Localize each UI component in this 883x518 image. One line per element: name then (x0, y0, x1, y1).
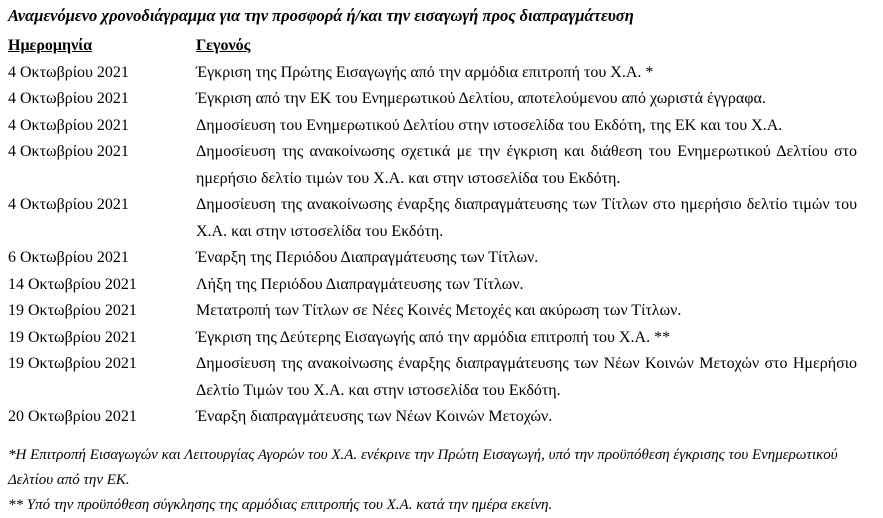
row-event: Μετατροπή των Τίτλων σε Νέες Κοινές Μετοχές και ακύρωση των Τίτλων. (196, 302, 682, 319)
timeline-table (8, 33, 857, 431)
row-event: Δημοσίευση του Ενημερωτικού Δελτίου στην ιστοσελίδα του Εκδότη, της ΕΚ και του Χ.Α. (196, 116, 783, 134)
footnote-second-listing: ** Υπό την προϋπόθεση σύγκλησης της αρμόδιας επιτροπής του Χ.Α. κατά την ημέρα εκείνη. (8, 496, 553, 513)
row-date: 6 Οκτωβρίου 2021 (8, 249, 129, 266)
footnote-first-listing: *Η Επιτροπή Εισαγωγών και Λειτουργίας Αγορών του Χ.Α. ενέκρινε την Πρώτη Εισαγωγή, υπό την προϋπόθεση έγκρισης του Ενημερωτικού Δελτίου από την ΕΚ. (8, 446, 838, 488)
row-event: Έναρξη της Περιόδου Διαπραγμάτευσης των Τίτλων. (196, 249, 539, 266)
footnotes (8, 443, 857, 518)
column-header-event (196, 33, 857, 60)
row-event: Έγκριση της Δεύτερης Εισαγωγής από την αρμόδια επιτροπή του Χ.Α. ** (196, 328, 671, 346)
row-date: 20 Οκτωβρίου 2021 (8, 408, 137, 425)
row-event: Έγκριση από την ΕΚ του Ενημερωτικού Δελτίου, αποτελούμενου από χωριστά έγγραφα. (196, 90, 766, 107)
row-date: 19 Οκτωβρίου 2021 (8, 355, 137, 372)
row-event: Δημοσίευση της ανακοίνωσης έναρξης διαπραγμάτευσης των Τίτλων στο ημερήσιο δελτίο τιμών του Χ.Α. και στην ιστοσελίδα του Εκδότη. (196, 196, 857, 240)
row-event: Έναρξη διαπραγμάτευσης των Νέων Κοινών Μετοχών. (196, 408, 553, 425)
row-event: Λήξη της Περιόδου Διαπραγμάτευσης των Τίτλων. (196, 275, 524, 293)
row-event: Δημοσίευση της ανακοίνωσης σχετικά με την έγκριση και διάθεση του Ενημερωτικού Δελτίου στο ημερήσιο δελτίο τιμών του Χ.Α. και στην ιστοσελίδα του Εκδότη. (196, 143, 857, 187)
row-event: Έγκριση της Πρώτης Εισαγωγής από την αρμόδια επιτροπή του Χ.Α. * (196, 63, 654, 81)
row-date: 4 Οκτωβρίου 2021 (8, 196, 129, 213)
row-date: 4 Οκτωβρίου 2021 (8, 63, 129, 81)
row-date: 4 Οκτωβρίου 2021 (8, 143, 129, 160)
column-header-event-label: Γεγονός (196, 37, 251, 54)
row-date: 19 Οκτωβρίου 2021 (8, 328, 137, 346)
row-date: 4 Οκτωβρίου 2021 (8, 90, 129, 107)
column-header-date-label: Ημερομηνία (8, 37, 93, 54)
row-date: 4 Οκτωβρίου 2021 (8, 116, 129, 134)
row-date: 14 Οκτωβρίου 2021 (8, 275, 137, 293)
row-event: Δημοσίευση της ανακοίνωσης έναρξης διαπραγμάτευσης των Νέων Κοινών Μετοχών στο Ημερήσιο Δελτίο Τιμών του Χ.Α. και στην ιστοσελίδα του Εκδότη. (196, 355, 857, 399)
page-title: Αναμενόμενο χρονοδιάγραμμα για την προσφορά ή/και την εισαγωγή προς διαπραγμάτευση (8, 6, 634, 25)
row-date: 19 Οκτωβρίου 2021 (8, 302, 137, 319)
column-header-date (8, 33, 196, 60)
